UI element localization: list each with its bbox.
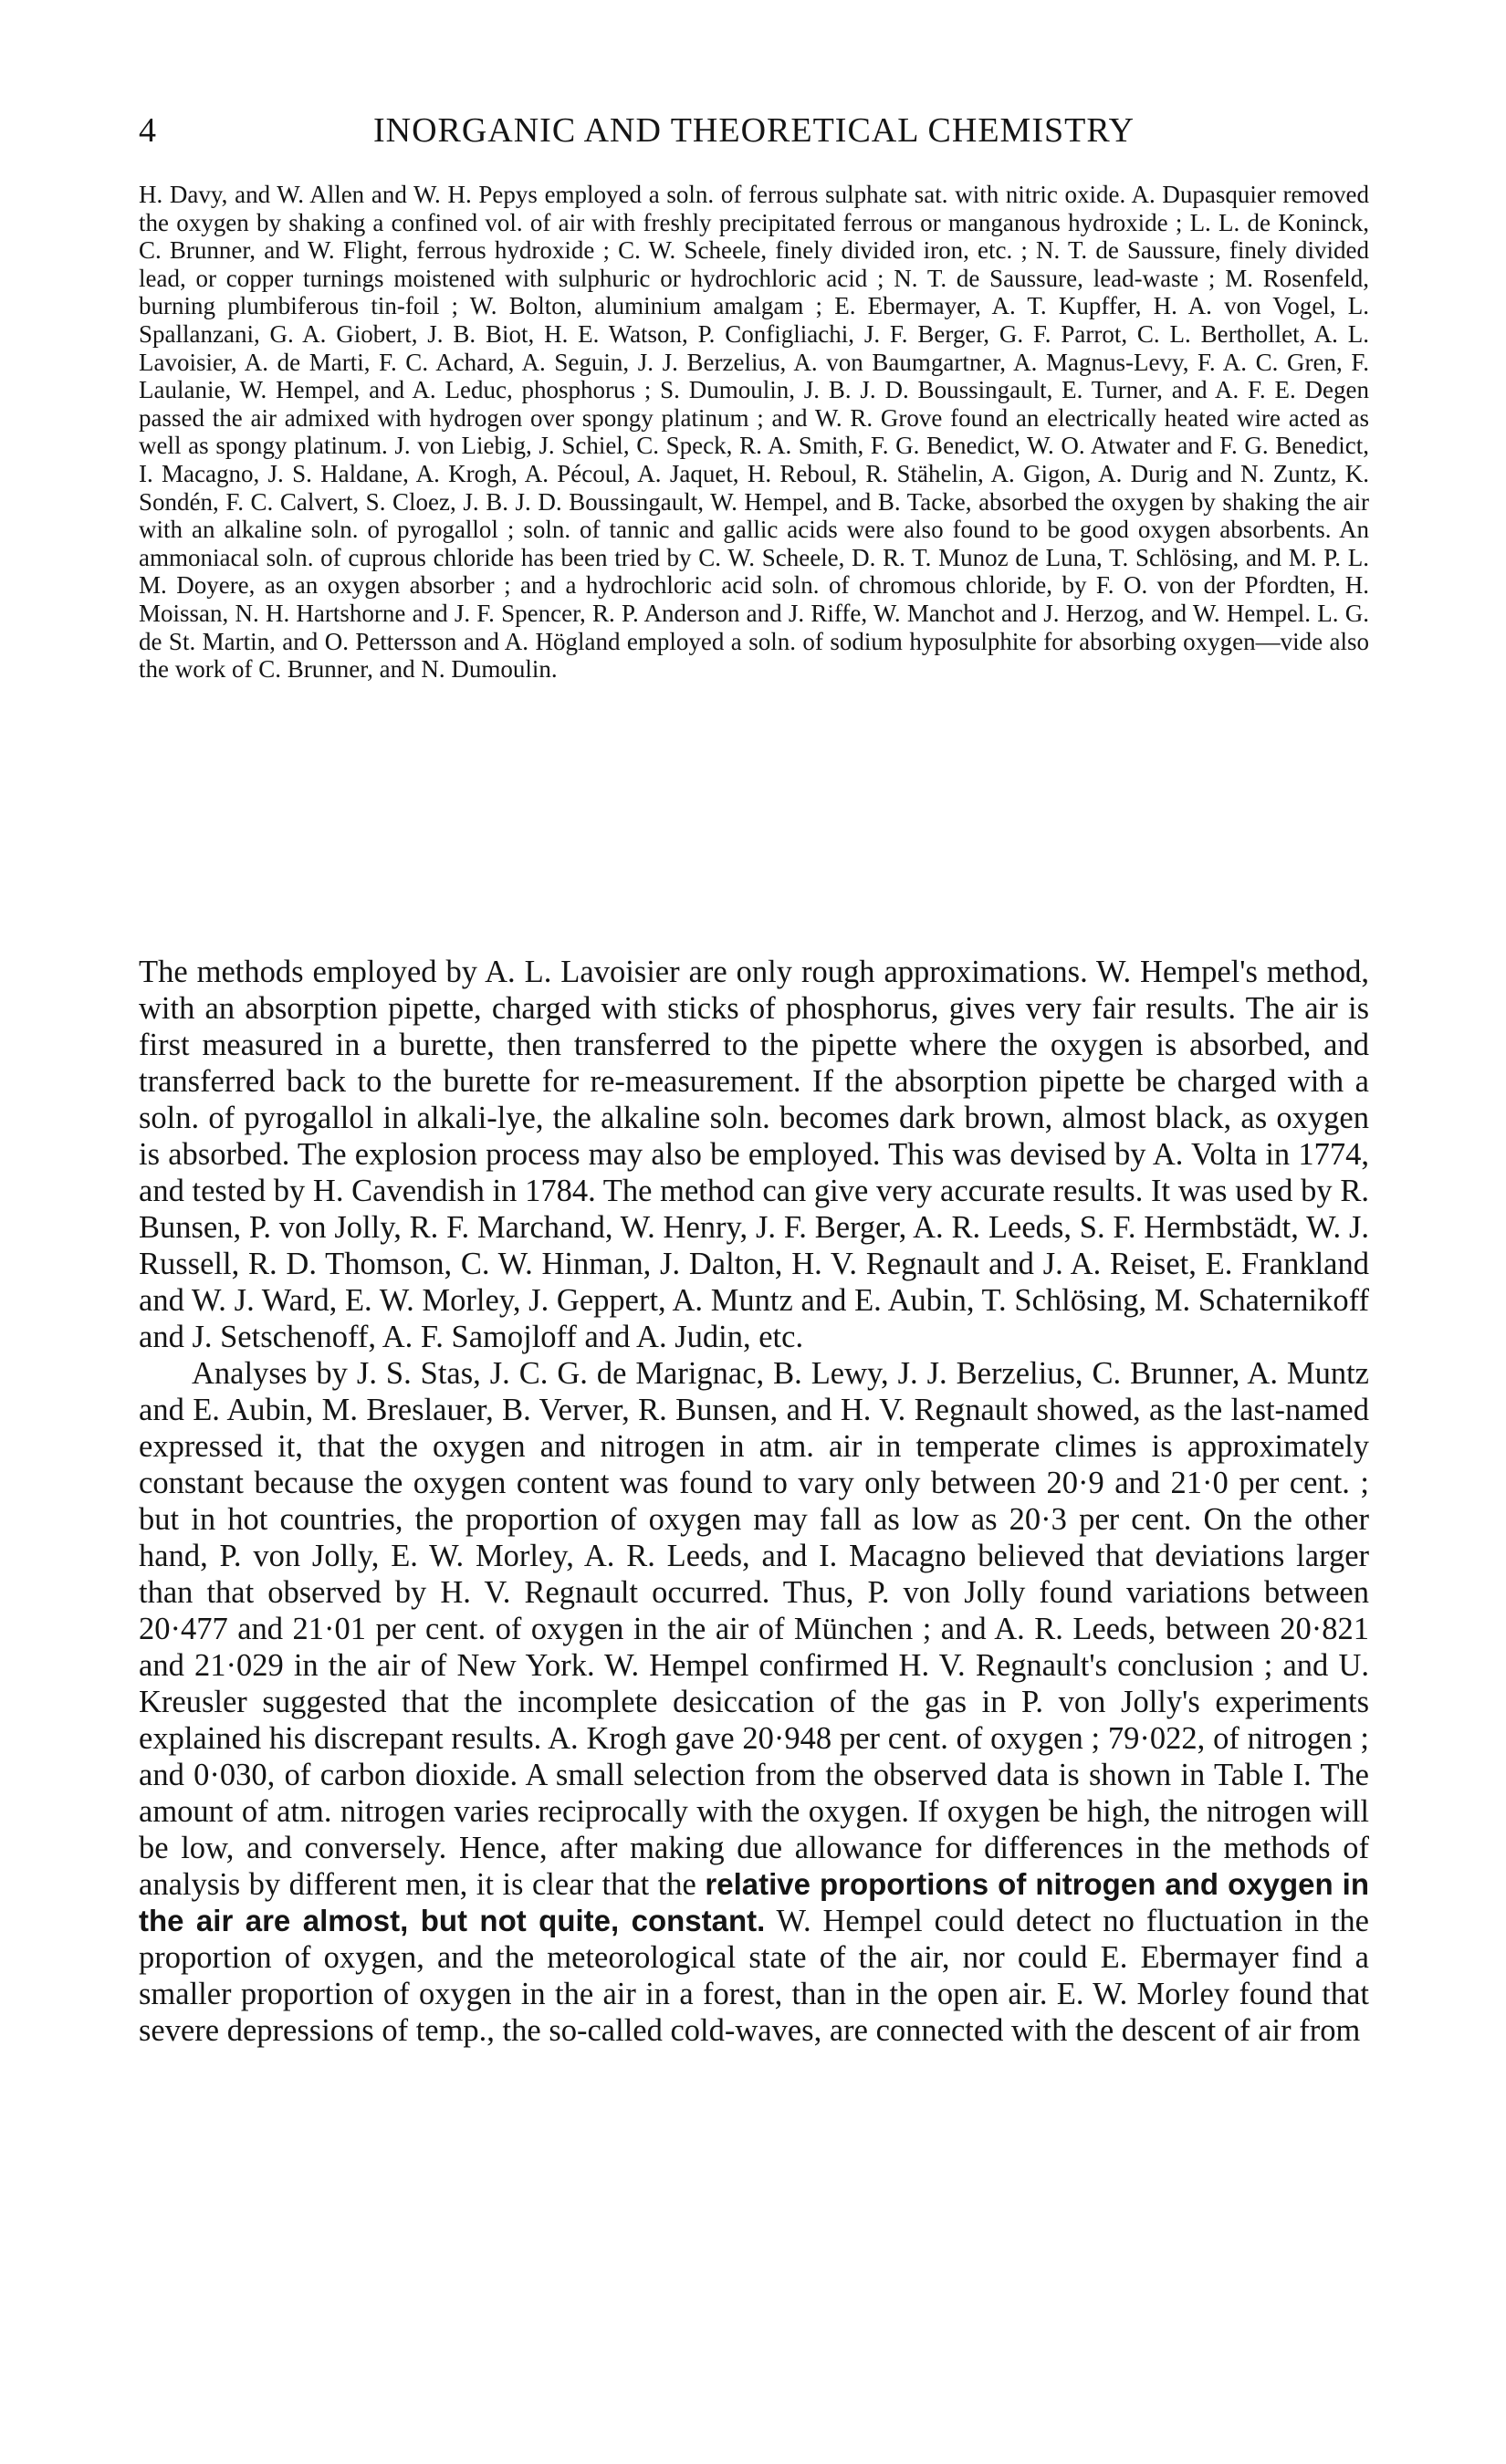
paragraph-2-start: Analyses by J. S. Stas, J. C. G. de Marignac, B. Lewy, J. J. Berzelius, C. Brunner, A. Muntz and E. Aubin, M. Breslauer, B. Verver, R. Bunsen, and H. V. Regnault showed, as the last-named expressed it, that the oxygen and nitrogen in atm. air in temperate climes is approximately constant because the oxygen content was found to vary only between 20·9 and 21·0 per cent. ; but in hot countries, the proportion of oxygen may fall as low as 20·3 per cent. On the other hand, P. von Jolly, E. W. Morley, A. R. Leeds, and I. Macagno believed that deviations larger than that observed by H. V. Regnault occurred. Thus, P. von Jolly found variations between 20·477 and 21·01 per cent. of oxygen in the air of München ; and A. R. Leeds, between 20·821 and 21·029 in the air of New York. W. Hempel confirmed H. V. Regnault's conclusion ; and U. Kreusler suggested that the incomplete desiccation of the gas in P. von Jolly's experiments explained his discrepant results. A. Krogh gave 20·948 per cent. of oxygen ; 79·022, of nitrogen ; and 0·030, of carbon dioxide. A small selection from the observed data is shown in Table I. The amount of atm. nitrogen varies reciprocally with the oxygen. If oxygen be high, the nitrogen will be low, and conversely. Hence, after making due allowance for differences in the methods of analysis by different men, it is clear that the xyxy=(139,1356,1369,1902)
body-paragraph-1: The methods employed by A. L. Lavoisier are only rough approximations. W. Hempel's method, with an absorption pipette, charged with sticks of phosphorus, gives very fair results. The air is first measured in a burette, then transferred to the pipette where the oxygen is absorbed, and transferred back to the burette for re-measurement. If the absorption pipette be charged with a soln. of pyrogallol in alkali-lye, the alkaline soln. becomes dark brown, almost black, as oxygen is absorbed. The explosion process may also be employed. This was devised by A. Volta in 1774, and tested by H. Cavendish in 1784. The method can give very accurate results. It was used by R. Bunsen, P. von Jolly, R. F. Marchand, W. Henry, J. F. Berger, A. R. Leeds, S. F. Hermbstädt, W. J. Russell, R. D. Thomson, C. W. Hinman, J. Dalton, H. V. Regnault and J. A. Reiset, E. Frankland and W. J. Ward, E. W. Morley, J. Geppert, A. Muntz and E. Aubin, T. Schlösing, M. Schaternikoff and J. Setschenoff, A. F. Samojloff and A. Judin, etc. xyxy=(139,955,1369,1354)
emphasized-conclusion: relative proportions of nitrogen and oxygen in the air are almost, but not quite, constant. xyxy=(139,1867,1370,1937)
running-title: INORGANIC AND THEORETICAL CHEMISTRY xyxy=(372,111,1135,150)
paragraph-2-end: W. Hempel could detect no fluctuation in the proportion of oxygen, and the meteorological state of the air, nor could E. Ebermayer find a smaller proportion of oxygen in the air in a forest, than in the open air. E. W. Morley found that severe depressions of temp., the so-called cold-waves, are connected with the descent of air from xyxy=(139,1904,1369,2048)
page-number: 4 xyxy=(139,111,157,150)
footnote-paragraph: H. Davy, and W. Allen and W. H. Pepys employed a soln. of ferrous sulphate sat. with nitric oxide. A. Dupasquier removed the oxygen by shaking a confined vol. of air with freshly precipitated ferrous or manganous hydroxide ; L. L. de Koninck, C. Brunner, and W. Flight, ferrous hydroxide ; C. W. Scheele, finely divided iron, etc. ; N. T. de Saussure, finely divided lead, or copper turnings moistened with sulphuric or hydrochloric acid ; N. T. de Saussure, lead-waste ; M. Rosenfeld, burning plumbiferous tin-foil ; W. Bolton, aluminium amalgam ; E. Ebermayer, A. T. Kupffer, H. A. von Vogel, L. Spallanzani, G. A. Giobert, J. B. Biot, H. E. Watson, P. Configliachi, J. F. Berger, G. F. Parrot, C. L. Berthollet, A. L. Lavoisier, A. de Marti, F. C. Achard, A. Seguin, J. J. Berzelius, A. von Baumgartner, A. Magnus-Levy, F. A. C. Gren, F. Laulanie, W. Hempel, and A. Leduc, phosphorus ; S. Dumoulin, J. B. J. D. Boussingault, E. Turner, and A. F. E. Degen passed the air admixed with hydrogen over spongy platinum ; and W. R. Grove found an electrically heated wire acted as well as spongy platinum. J. von Liebig, J. Schiel, C. Speck, R. A. Smith, F. G. Benedict, W. O. Atwater and F. G. Benedict, I. Macagno, J. S. Haldane, A. Krogh, A. Pécoul, A. Jaquet, H. Reboul, R. Stähelin, A. Gigon, A. Durig and N. Zuntz, K. Sondén, F. C. Calvert, S. Cloez, J. B. J. D. Boussingault, W. Hempel, and B. Tacke, absorbed the oxygen by shaking the air with an alkaline soln. of pyrogallol ; soln. of tannic and gallic acids were also found to be good oxygen absorbents. An ammoniacal soln. of cuprous chloride has been tried by C. W. Scheele, D. R. T. Munoz de Luna, T. Schlösing, and M. P. L. M. Doyere, as an oxygen absorber ; and a hydrochloric acid soln. of chromous chloride, by F. O. von der Pfordten, H. Moissan, N. H. Hartshorne and J. F. Spencer, R. P. Anderson and J. Riffe, W. Manchot and J. Herzog, and W. Hempel. L. G. de St. Martin, and O. Pettersson and A. Högland employed a soln. of sodium hyposulphite for absorbing oxygen—vide also the work of C. Brunner, and N. Dumoulin. xyxy=(139,181,1369,684)
page-header xyxy=(139,108,1369,153)
footnote-block xyxy=(139,181,1369,684)
body-paragraph-2 xyxy=(139,1355,1369,2049)
main-text xyxy=(139,954,1369,2049)
